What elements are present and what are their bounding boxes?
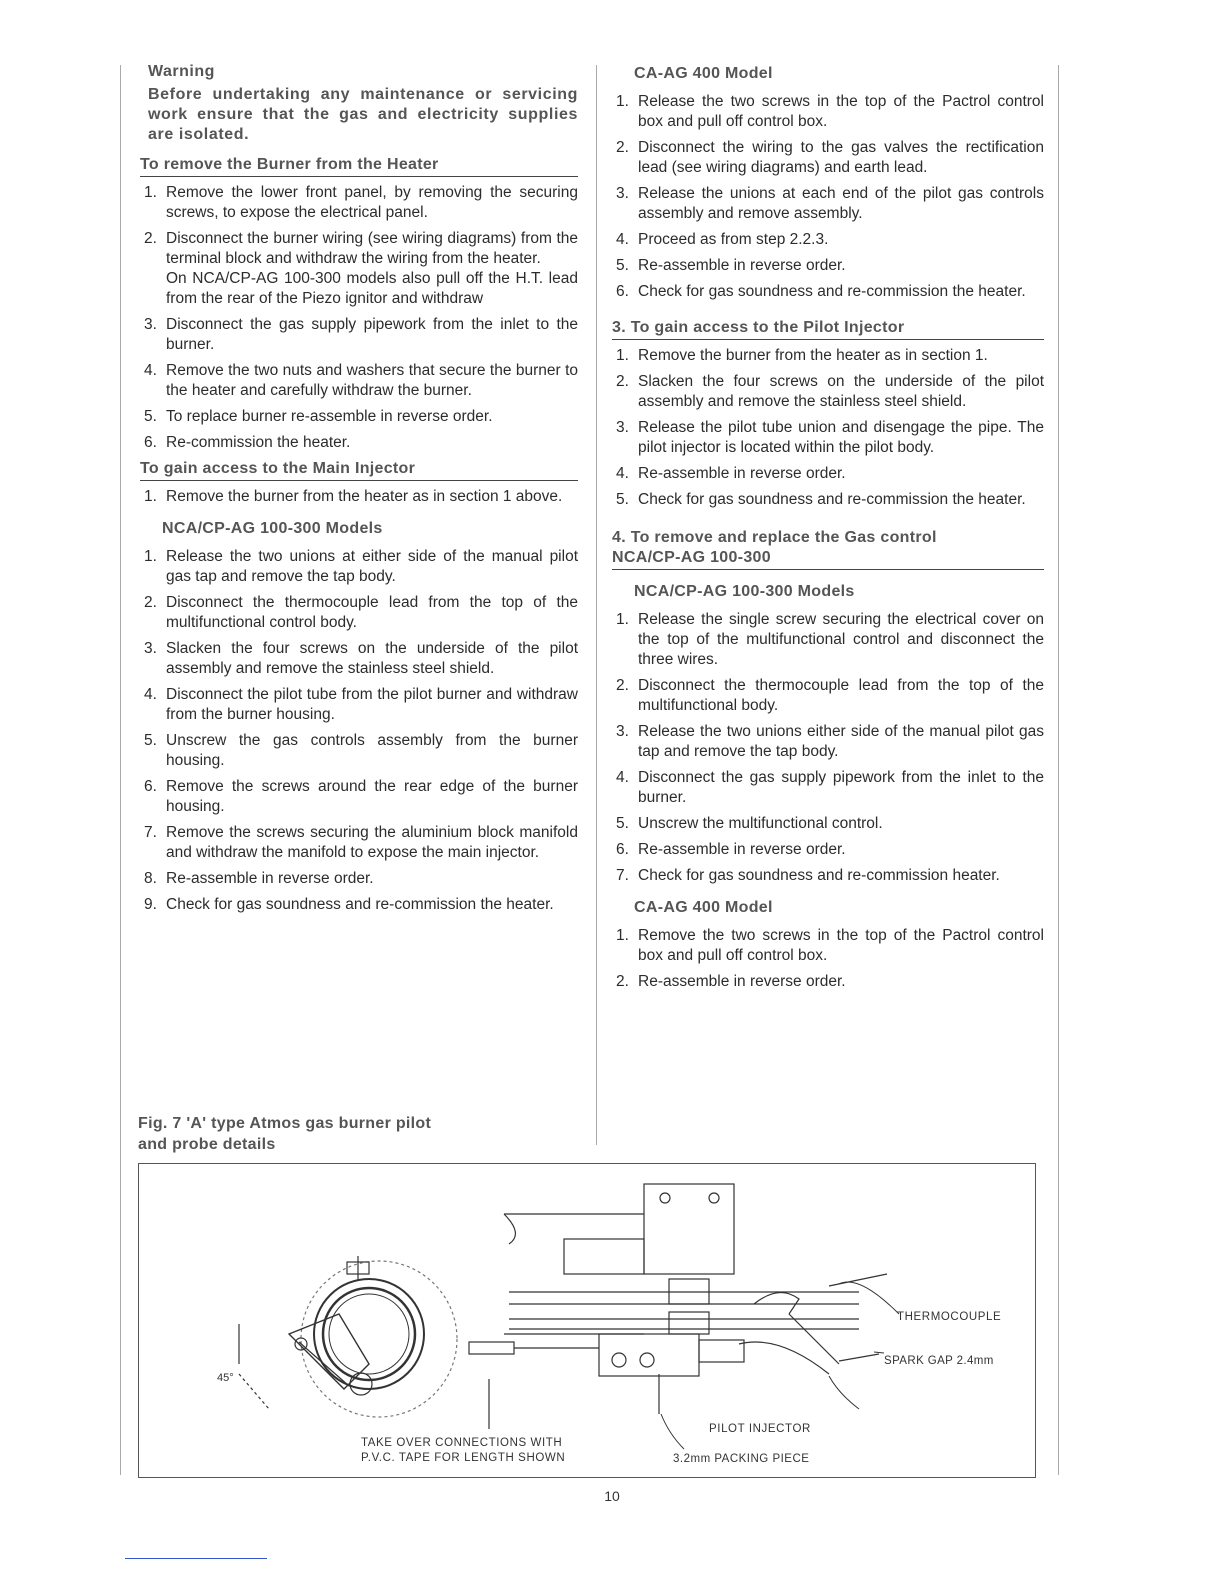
remove-burner-heading: To remove the Burner from the Heater — [140, 155, 578, 177]
list-item-text: Release the two screws in the top of the Pactrol control box and pull off control box. — [638, 93, 1044, 130]
list-item-text: Check for gas soundness and re-commission the heater. — [166, 896, 554, 913]
gas-control-heading-line1: 4. To remove and replace the Gas control — [612, 529, 937, 546]
list-item-text: Remove the screws securing the aluminium block manifold and withdraw the manifold to expose the main injector. — [166, 824, 578, 861]
left-margin-rule — [120, 65, 121, 1475]
ca-ag-subheading-2: CA-AG 400 Model — [634, 899, 773, 916]
pilot-assembly-side-view — [469, 1184, 887, 1429]
list-item: 2. Slacken the four screws on the underside of the pilot assembly and remove the stainless steel shield. — [616, 373, 1044, 410]
list-item: 4. Disconnect the pilot tube from the pilot burner and withdraw from the burner housing. — [144, 686, 578, 723]
list-item-text: Check for gas soundness and re-commission heater. — [638, 867, 1000, 884]
list-item: 5. Unscrew the gas controls assembly from the burner housing. — [144, 732, 578, 769]
list-item: 1. Release the two unions at either side of the manual pilot gas tap and remove the tap body. — [144, 548, 578, 585]
list-item: 1. Remove the burner from the heater as in section 1 above. — [144, 488, 563, 505]
list-item-text: Remove the lower front panel, by removing the securing screws, to expose the electrical panel. — [166, 184, 578, 221]
spark-gap-label: SPARK GAP 2.4mm — [884, 1355, 994, 1367]
list-item-text: Check for gas soundness and re-commission the heater. — [638, 283, 1026, 300]
list-item-text: Disconnect the gas supply pipework from the inlet to the burner. — [166, 316, 578, 353]
ca-ag-subheading: CA-AG 400 Model — [634, 65, 773, 82]
list-item-text: Release the unions at each end of the pilot gas controls assembly and remove assembly. — [638, 185, 1044, 222]
warning-text: Before undertaking any maintenance or servicing work ensure that the gas and electricity supplies are isolated. — [148, 86, 578, 143]
list-item: 4. Re-assemble in reverse order. — [616, 465, 846, 482]
main-injector-heading: To gain access to the Main Injector — [140, 459, 578, 481]
list-item: 3. Release the two unions either side of the manual pilot gas tap and remove the tap body. — [616, 723, 1044, 760]
pilot-injector-heading: 3. To gain access to the Pilot Injector — [612, 318, 1044, 340]
list-item-text: Release the two unions at either side of the manual pilot gas tap and remove the tap body. — [166, 548, 578, 585]
list-item: 6. Re-commission the heater. — [144, 434, 351, 451]
list-item: 7. Remove the screws securing the aluminium block manifold and withdraw the manifold to expose the main injector. — [144, 824, 578, 861]
list-item-text: Re-assemble in reverse order. — [638, 841, 846, 858]
list-item: 2. Re-assemble in reverse order. — [616, 973, 846, 990]
figure-box — [138, 1163, 1036, 1478]
list-item: 5. To replace burner re-assemble in reverse order. — [144, 408, 493, 425]
list-item: 2. Disconnect the thermocouple lead from the top of the multifunctional control body. — [144, 594, 578, 631]
right-column — [612, 62, 1044, 998]
list-item: 9. Check for gas soundness and re-commission the heater. — [144, 896, 554, 913]
main-injector-sub-list — [140, 547, 578, 915]
figure-caption — [138, 1113, 498, 1155]
list-item-text: Disconnect the burner wiring (see wiring diagrams) from the terminal block and withdraw the wiring from the heater. — [166, 230, 578, 267]
list-item-text: Remove the screws around the rear edge of the burner housing. — [166, 778, 578, 815]
pilot-injector-list — [612, 346, 1044, 510]
list-item-text: Disconnect the pilot tube from the pilot burner and withdraw from the burner housing. — [166, 686, 578, 723]
left-column — [140, 62, 578, 921]
tape-note-line2: P.V.C. TAPE FOR LENGTH SHOWN — [361, 1452, 566, 1464]
list-item-text: Release the single screw securing the electrical cover on the top of the multifunctional control and disconnect the three wires. — [638, 611, 1044, 668]
footnote-rule — [125, 1558, 267, 1559]
tape-note-line1: TAKE OVER CONNECTIONS WITH — [361, 1437, 563, 1449]
list-item: 5. Check for gas soundness and re-commission the heater. — [616, 491, 1026, 508]
list-item-text: Re-assemble in reverse order. — [638, 257, 846, 274]
list-item-text: To replace burner re-assemble in reverse order. — [166, 408, 493, 425]
list-item-text: Release the pilot tube union and disengage the pipe. The pilot injector is located within the pilot body. — [638, 419, 1044, 456]
figure-caption-line1: Fig. 7 'A' type Atmos gas burner pilot — [138, 1115, 432, 1132]
list-item: 2. Disconnect the thermocouple lead from the top of the multifunctional body. — [616, 677, 1044, 714]
list-item: 8. Re-assemble in reverse order. — [144, 870, 374, 887]
list-item: 5. Unscrew the multifunctional control. — [616, 815, 883, 832]
list-item-text: Slacken the four screws on the underside of the pilot assembly and remove the stainless steel shield. — [166, 640, 578, 677]
list-item-text: Unscrew the multifunctional control. — [638, 815, 883, 832]
gas-control-subheading: NCA/CP-AG 100-300 Models — [634, 583, 855, 600]
figure-caption-line2: and probe details — [138, 1136, 276, 1153]
center-column-rule — [596, 65, 597, 1145]
ca-ag-list-2 — [612, 926, 1044, 992]
list-item-text: Remove the burner from the heater as in section 1 above. — [166, 488, 563, 505]
list-item-text: Re-assemble in reverse order. — [638, 973, 846, 990]
list-item: 6. Remove the screws around the rear edge of the burner housing. — [144, 778, 578, 815]
gas-control-heading — [612, 528, 1044, 570]
list-item-text: Re-assemble in reverse order. — [166, 870, 374, 887]
thermocouple-label: THERMOCOUPLE — [897, 1311, 1002, 1323]
list-item-text: Remove the burner from the heater as in section 1. — [638, 347, 988, 364]
list-item-text: Release the two unions either side of the manual pilot gas tap and remove the tap body. — [638, 723, 1044, 760]
list-item: 4. Proceed as from step 2.2.3. — [616, 231, 829, 248]
list-item: 3. Disconnect the gas supply pipework from the inlet to the burner. — [144, 316, 578, 353]
list-item: 1. Remove the lower front panel, by removing the securing screws, to expose the electrical panel. — [144, 184, 578, 221]
list-item-text: Unscrew the gas controls assembly from the burner housing. — [166, 732, 578, 769]
right-margin-rule — [1058, 65, 1059, 1475]
list-item: 2. Disconnect the wiring to the gas valves the rectification lead (see wiring diagrams) and earth lead. — [616, 139, 1044, 176]
list-item-text: Disconnect the wiring to the gas valves the rectification lead (see wiring diagrams) and earth lead. — [638, 139, 1044, 176]
ca-ag-list — [612, 92, 1044, 302]
page-number: 10 — [604, 1488, 620, 1504]
list-item-text: Slacken the four screws on the underside of the pilot assembly and remove the stainless steel shield. — [638, 373, 1044, 410]
list-item-text: Re-assemble in reverse order. — [638, 465, 846, 482]
list-item-text: Remove the two nuts and washers that secure the burner to the heater and carefully withdraw the burner. — [166, 362, 578, 399]
list-item-text: Disconnect the thermocouple lead from the top of the multifunctional control body. — [166, 594, 578, 631]
packing-piece-label: 3.2mm PACKING PIECE — [673, 1453, 810, 1465]
list-item: 7. Check for gas soundness and re-commission heater. — [616, 867, 1000, 884]
list-item: 1. Remove the burner from the heater as in section 1. — [616, 347, 988, 364]
list-item: 1. Release the two screws in the top of the Pactrol control box and pull off control box. — [616, 93, 1044, 130]
list-item: 3. Slacken the four screws on the underside of the pilot assembly and remove the stainless steel shield. — [144, 640, 578, 677]
list-item: 5. Re-assemble in reverse order. — [616, 257, 846, 274]
list-item: 6. Check for gas soundness and re-commission the heater. — [616, 283, 1026, 300]
gas-control-heading-line2: NCA/CP-AG 100-300 — [612, 549, 771, 566]
main-injector-subheading: NCA/CP-AG 100-300 Models — [162, 520, 383, 537]
list-item: 3. Release the unions at each end of the pilot gas controls assembly and remove assembly. — [616, 185, 1044, 222]
list-item-text: Proceed as from step 2.2.3. — [638, 231, 829, 248]
main-injector-list — [140, 487, 578, 507]
burner-end-view — [239, 1256, 457, 1417]
list-item: 3. Release the pilot tube union and disengage the pipe. The pilot injector is located within the pilot body. — [616, 419, 1044, 456]
burner-pilot-diagram — [139, 1164, 1035, 1477]
list-item: 1. Remove the two screws in the top of the Pactrol control box and pull off control box. — [616, 927, 1044, 964]
list-item: 4. Disconnect the gas supply pipework from the inlet to the burner. — [616, 769, 1044, 806]
list-item-note: On NCA/CP-AG 100-300 models also pull off the H.T. lead from the rear of the Piezo ignitor and withdraw — [166, 270, 578, 307]
list-item-text: Check for gas soundness and re-commission the heater. — [638, 491, 1026, 508]
warning-title: Warning — [148, 63, 215, 80]
pilot-injector-label: PILOT INJECTOR — [709, 1423, 811, 1435]
remove-burner-list — [140, 183, 578, 453]
list-item: 4. Remove the two nuts and washers that secure the burner to the heater and carefully withdraw the burner. — [144, 362, 578, 399]
angle-label: 45° — [217, 1372, 234, 1384]
list-item: 1. Release the single screw securing the electrical cover on the top of the multifunctional control and disconnect the three wires. — [616, 611, 1044, 668]
gas-control-list — [612, 610, 1044, 886]
list-item-text: Remove the two screws in the top of the Pactrol control box and pull off control box. — [638, 927, 1044, 964]
list-item-text: Disconnect the thermocouple lead from the top of the multifunctional body. — [638, 677, 1044, 714]
list-item: 2. Disconnect the burner wiring (see wiring diagrams) from the terminal block and withdraw the wiring from the heater. On NCA/CP-AG 100-300 models also pull off the H.T. lead from the rear of the Piezo ignitor and withdraw — [144, 230, 578, 307]
list-item: 6. Re-assemble in reverse order. — [616, 841, 846, 858]
list-item-text: Re-commission the heater. — [166, 434, 351, 451]
list-item-text: Disconnect the gas supply pipework from the inlet to the burner. — [638, 769, 1044, 806]
